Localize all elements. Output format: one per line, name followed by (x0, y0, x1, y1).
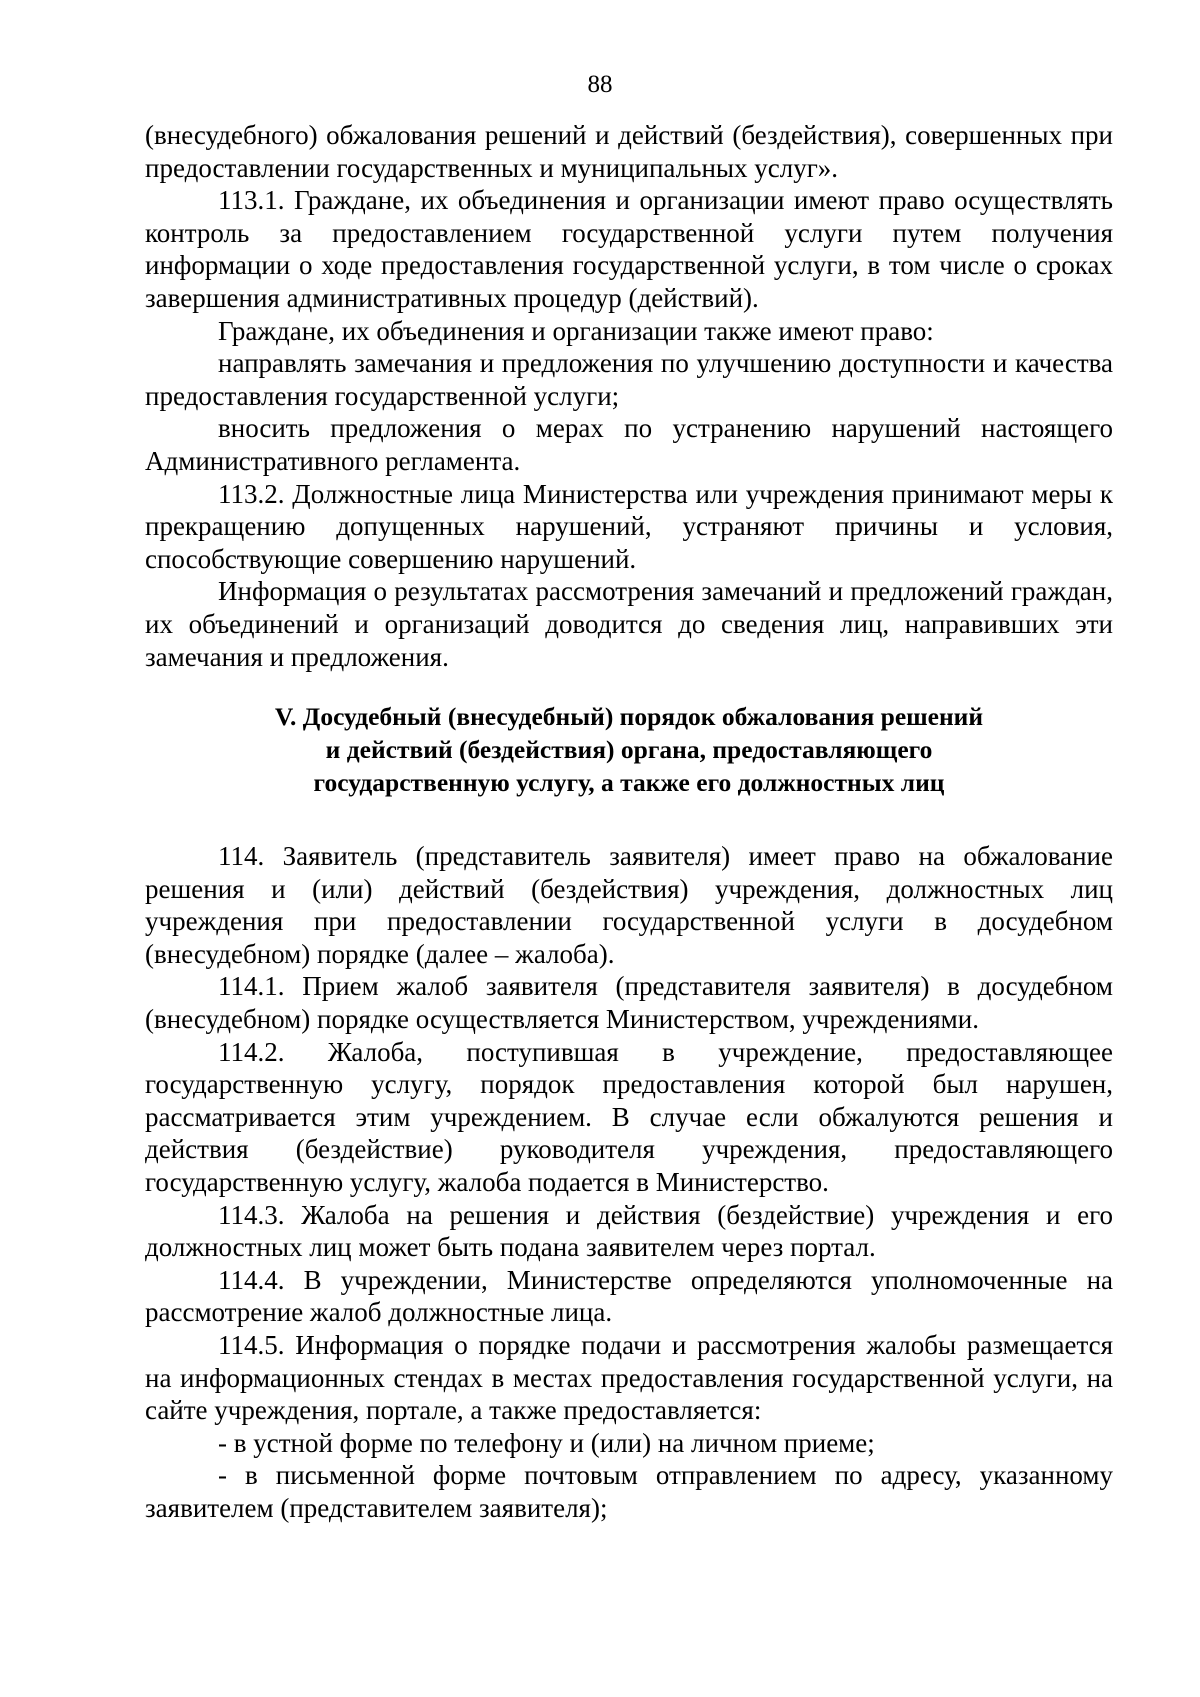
section-heading (145, 700, 1113, 799)
paragraph: 113.1. Граждане, их объединения и организации имеют право осуществлять контроль за предоставлением государственной услуги путем получения информации о ходе предоставления государственной услуги, в том числе о сроках завершения административных процедур (действий). (145, 185, 1113, 313)
paragraph: - в письменной форме почтовым отправлением по адресу, указанному заявителем (представителем заявителя); (145, 1460, 1113, 1523)
paragraph: 113.2. Должностные лица Министерства или учреждения принимают меры к прекращению допущенных нарушений, устраняют причины и условия, способствующие совершению нарушений. (145, 478, 1113, 574)
paragraph: 114.3. Жалоба на решения и действия (бездействие) учреждения и его должностных лиц может быть подана заявителем через портал. (145, 1199, 1113, 1263)
paragraph: Граждане, их объединения и организации также имеют право: (218, 315, 934, 346)
section-heading-line: V. Досудебный (внесудебный) порядок обжалования решений (274, 702, 984, 731)
paragraph: - в устной форме по телефону и (или) на личном приеме; (218, 1427, 875, 1458)
paragraph: направлять замечания и предложения по улучшению доступности и качества предоставления государственной услуги; (145, 348, 1113, 411)
paragraph: (внесудебного) обжалования решений и действий (бездействия), совершенных при предоставлении государственных и муниципальных услуг». (145, 120, 1113, 183)
paragraph: 114.5. Информация о порядке подачи и рассмотрения жалобы размещается на информационных стендах в местах предоставления государственной услуги, на сайте учреждения, портале, а также предоставляется: (145, 1329, 1113, 1426)
page-number: 88 (587, 71, 613, 98)
paragraph: вносить предложения о мерах по устранению нарушений настоящего Административного регламента. (145, 413, 1113, 476)
paragraph: 114.1. Прием жалоб заявителя (представителя заявителя) в досудебном (внесудебном) порядке осуществляется Министерством, учреждениями. (145, 971, 1113, 1034)
paragraph: Информация о результатах рассмотрения замечаний и предложений граждан, их объединений и организаций доводится до сведения лиц, направивших эти замечания и предложения. (145, 576, 1113, 672)
text-block-top (145, 119, 1113, 673)
paragraph: 114.2. Жалоба, поступившая в учреждение, предоставляющее государственную услугу, порядок предоставления которой был нарушен, рассматривается этим учреждением. В случае если обжалуются решения и действия (бездействие) руководителя учреждения, предоставляющего государственную услугу, жалоба подается в Министерство. (145, 1036, 1113, 1197)
paragraph: 114. Заявитель (представитель заявителя) имеет право на обжалование решения и (или) действий (бездействия) учреждения, должностных лиц учреждения при предоставлении государственной услуги в досудебном (внесудебном) порядке (далее – жалоба). (145, 841, 1113, 969)
paragraph: 114.4. В учреждении, Министерстве определяются уполномоченные на рассмотрение жалоб должностные лица. (145, 1264, 1113, 1328)
section-heading-line: и действий (бездействия) органа, предоставляющего (325, 735, 933, 764)
text-block-bottom (145, 840, 1113, 1524)
section-heading-line: государственную услугу, а также его должностных лиц (313, 768, 945, 797)
